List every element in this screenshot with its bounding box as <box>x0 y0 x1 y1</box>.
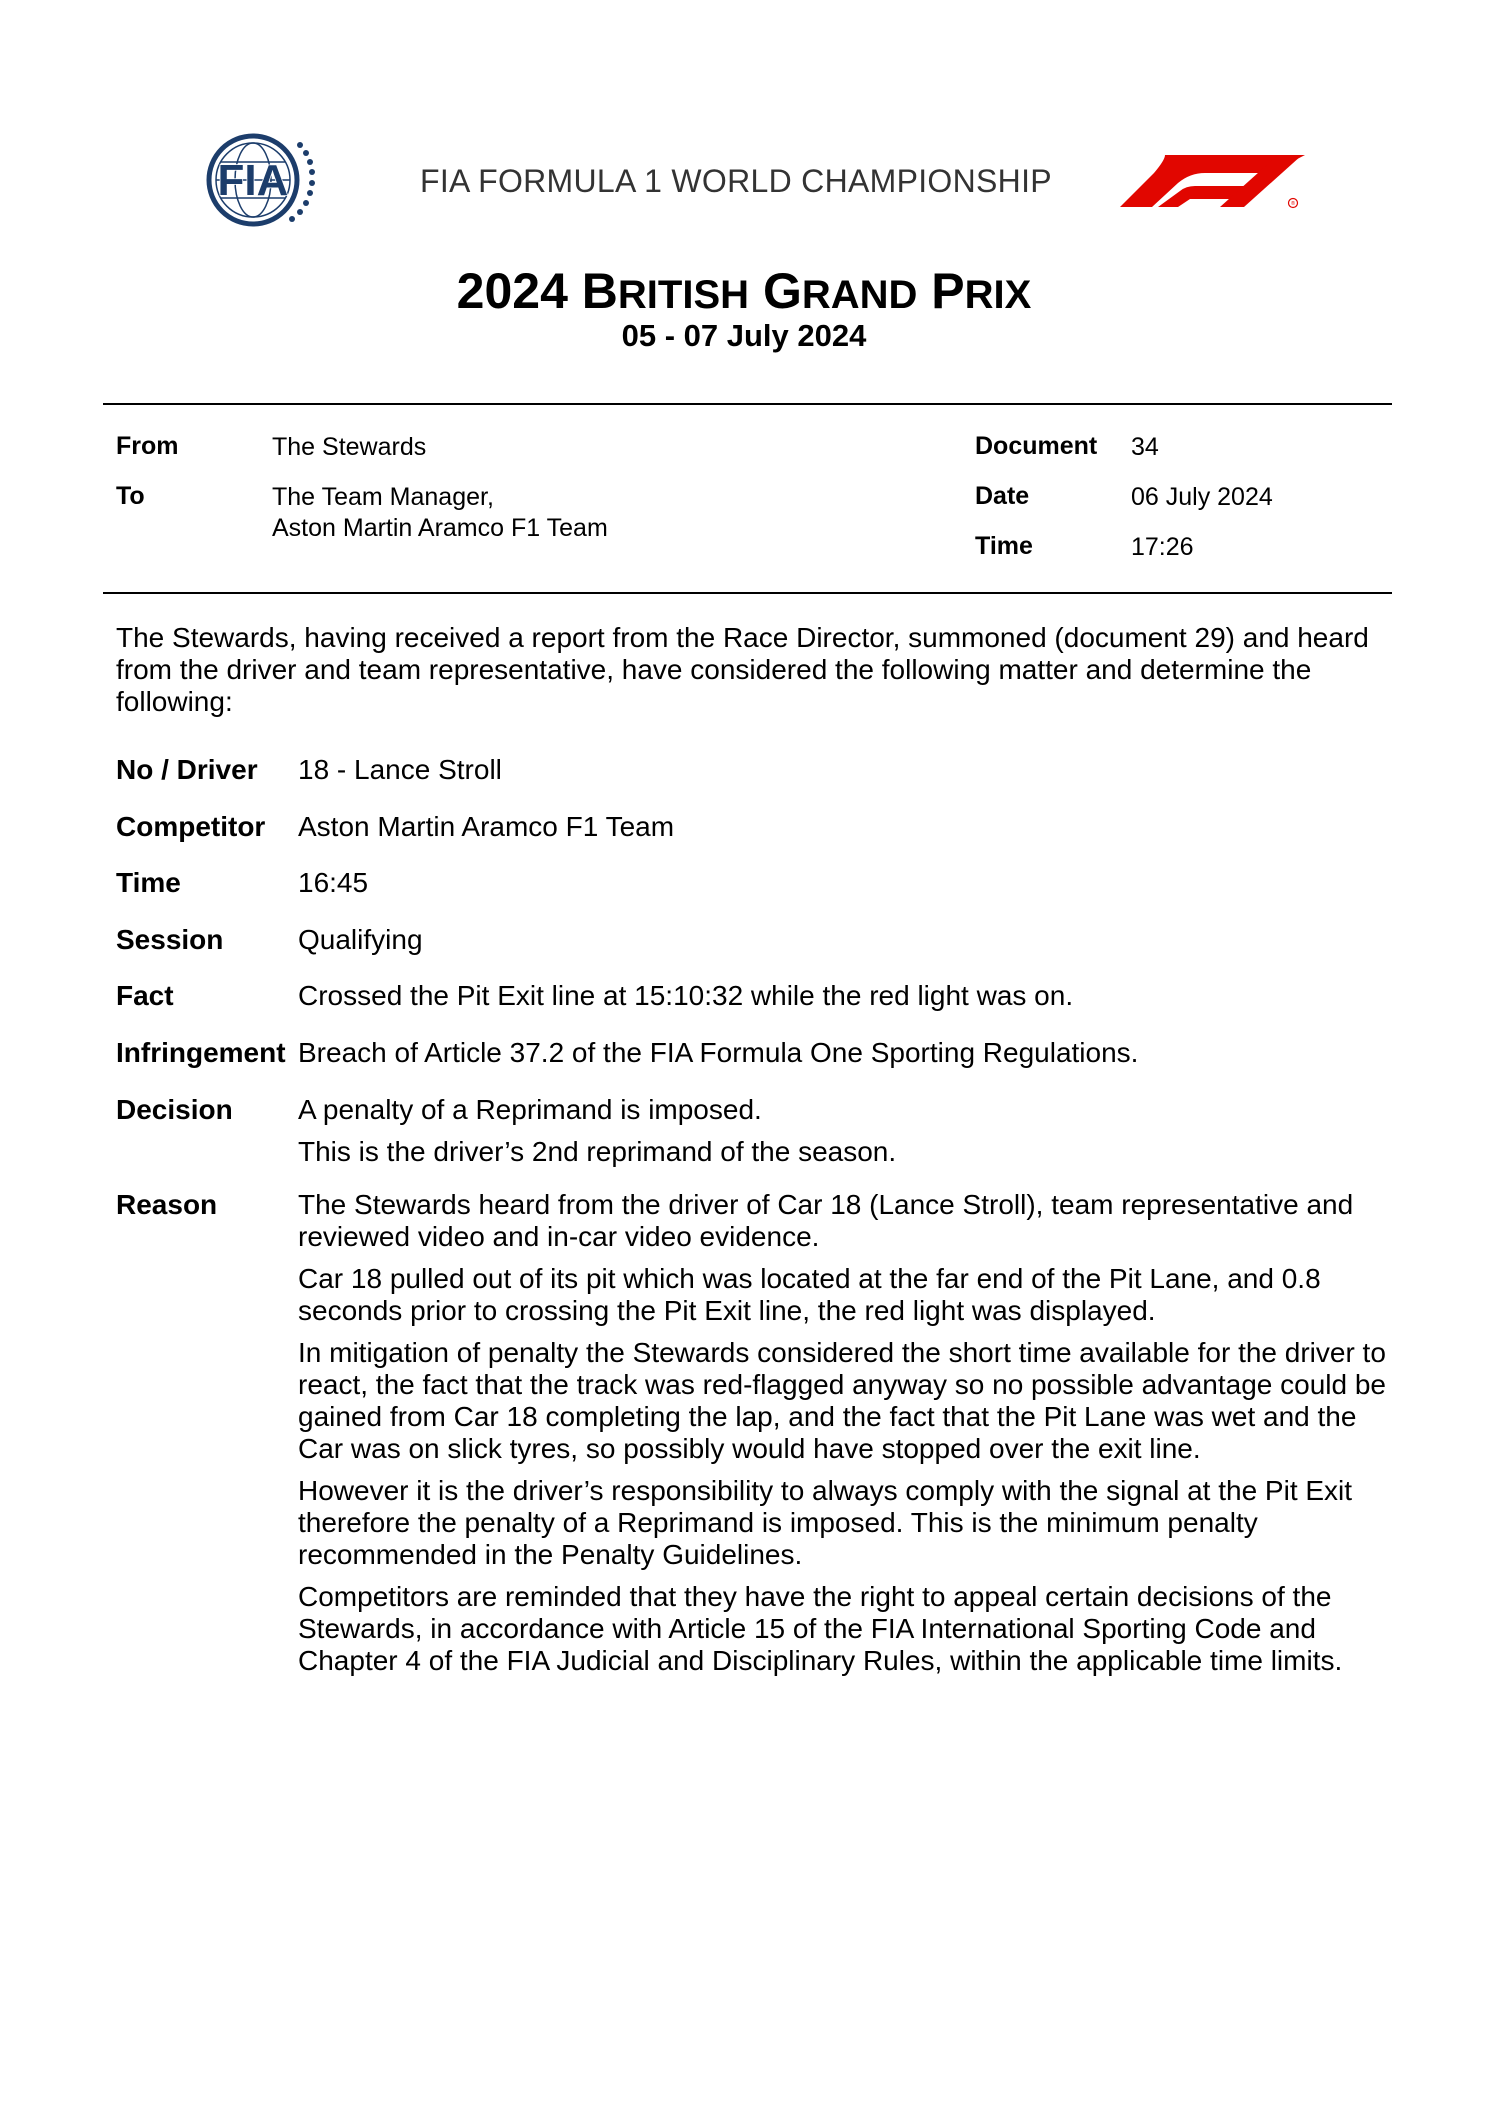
document-label: Document <box>975 432 1098 460</box>
title-word-cap: P <box>931 263 965 319</box>
competitor-label: Competitor <box>116 811 266 842</box>
time-label: Time <box>975 532 1033 560</box>
competitor-value: Aston Martin Aramco F1 Team <box>298 811 675 842</box>
fia-logo <box>188 133 318 228</box>
to-value-line: Aston Martin Aramco F1 Team <box>272 514 608 542</box>
svg-text:®: ® <box>1290 201 1296 207</box>
decision-label: Decision <box>116 1094 233 1125</box>
decision-line: This is the driver’s 2nd reprimand of the season. <box>298 1136 897 1167</box>
title-word-cap: G <box>762 263 802 319</box>
to-value <box>272 482 608 544</box>
event-dates: 05 - 07 July 2024 <box>621 318 867 353</box>
reason-paragraph: In mitigation of penalty the Stewards considered the short time available for the driver to react, the fact that the track was red-flagged anyway so no possible advantage could be gained from Car 18 completing the lap, and the fact that the Pit Lane was wet and the Car was on slick tyres, so possibly would have stopped over the exit line. <box>298 1337 1386 1464</box>
event-year: 2024 <box>456 263 568 319</box>
decision-value <box>298 1094 1388 1178</box>
document-number: 34 <box>1131 433 1159 461</box>
infringement-label: Infringement <box>116 1037 286 1068</box>
title-word-rest: RIX <box>964 273 1032 317</box>
header-divider-top <box>103 403 1392 405</box>
date-label: Date <box>975 482 1030 510</box>
fact-value: Crossed the Pit Exit line at 15:10:32 while the red light was on. <box>298 980 1074 1011</box>
f1-logo <box>1120 155 1305 210</box>
time-value: 17:26 <box>1131 533 1194 561</box>
reason-paragraph: Car 18 pulled out of its pit which was located at the far end of the Pit Lane, and 0.8 seconds prior to crossing the Pit Exit line, the red light was displayed. <box>298 1263 1321 1326</box>
title-word-cap: B <box>581 263 618 319</box>
session-value: Qualifying <box>298 924 423 955</box>
fia-logo-lettering: FIA <box>217 156 289 205</box>
intro-paragraph: The Stewards, having received a report from the Race Director, summoned (document 29) and heard from the driver and team representative, have considered the following matter and determine the following: <box>116 622 1369 717</box>
incident-time-label: Time <box>116 867 181 898</box>
from-label: From <box>116 432 179 460</box>
from-value: The Stewards <box>272 433 427 461</box>
to-label: To <box>116 482 145 510</box>
decision-line: A penalty of a Reprimand is imposed. <box>298 1094 762 1125</box>
session-label: Session <box>116 924 224 955</box>
reason-value <box>298 1189 1388 1687</box>
championship-title: FIA FORMULA 1 WORLD CHAMPIONSHIP <box>420 163 1052 199</box>
title-word-rest: RITISH <box>617 273 750 317</box>
driver-value: 18 - Lance Stroll <box>298 754 502 785</box>
to-value-line: The Team Manager, <box>272 483 494 511</box>
date-value: 06 July 2024 <box>1131 483 1273 511</box>
driver-label: No / Driver <box>116 754 258 785</box>
header-divider-bottom <box>103 592 1392 594</box>
title-word-rest: RAND <box>801 273 918 317</box>
incident-time-value: 16:45 <box>298 867 369 898</box>
fact-label: Fact <box>116 980 174 1011</box>
reason-paragraph: The Stewards heard from the driver of Car 18 (Lance Stroll), team representative and reviewed video and in-car video evidence. <box>298 1189 1354 1252</box>
infringement-value: Breach of Article 37.2 of the FIA Formula One Sporting Regulations. <box>298 1037 1139 1068</box>
reason-label: Reason <box>116 1189 218 1220</box>
event-title <box>0 262 1488 320</box>
reason-paragraph: However it is the driver’s responsibility to always comply with the signal at the Pit Exit therefore the penalty of a Reprimand is imposed. This is the minimum penalty recommended in the Penalty Guidelines. <box>298 1475 1353 1570</box>
reason-paragraph: Competitors are reminded that they have the right to appeal certain decisions of the Stewards, in accordance with Article 15 of the FIA International Sporting Code and Chapter 4 of the FIA Judicial and Disciplinary Rules, within the applicable time limits. <box>298 1581 1343 1676</box>
